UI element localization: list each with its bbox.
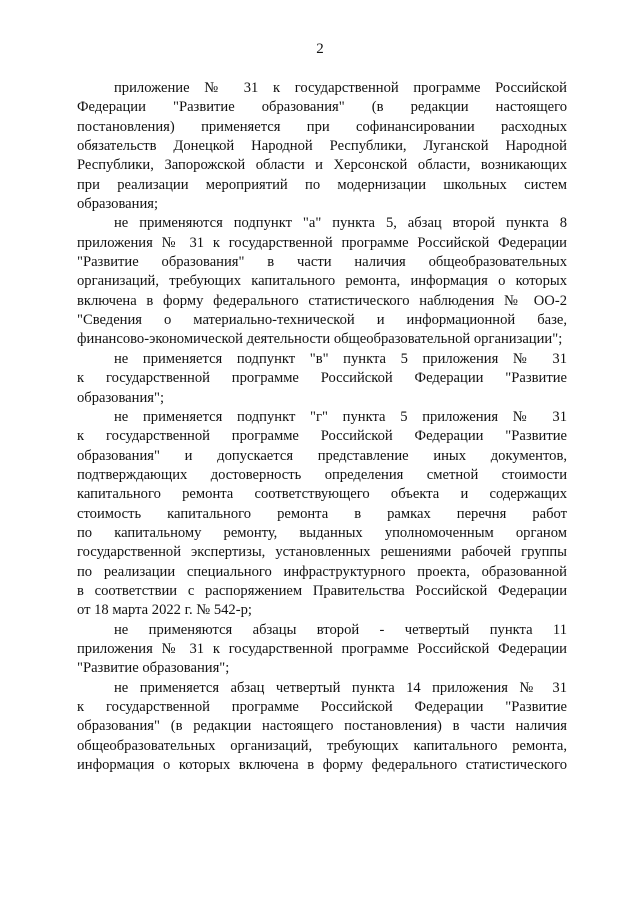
text-line: приложения № 31 к государственной программе Российской Федерации [77,234,567,251]
text-line: "Развитие образования"; [77,660,230,677]
text-line: организаций, требующих капитального ремонта, информация о которых [77,273,567,290]
text-line: информация о которых включена в форму федерального статистического [77,757,567,774]
text-line: не применяется подпункт "г" пункта 5 приложения № 31 [114,408,567,425]
text-line: образования; [77,196,159,213]
text-line: образования" и допускается представление иных документов, [77,447,567,464]
text-line: от 18 марта 2022 г. № 542-р; [77,602,252,619]
text-line: к государственной программе Российской Федерации "Развитие [77,699,567,715]
text-line: к государственной программе Российской Федерации "Развитие [77,370,567,387]
text-line: к государственной программе Российской Федерации "Развитие [77,428,567,445]
text-line: Федерации "Развитие образования" (в редакции настоящего [77,99,567,116]
text-line: не применяется абзац четвертый пункта 14 приложения № 31 [114,679,567,696]
document-body [77,79,567,775]
text-line: обязательств Донецкой Народной Республики, Луганской Народной [77,138,567,155]
text-line: не применяются абзацы второй - четвертый пункта 11 [114,621,567,638]
text-line: по капитальному ремонту, выданных уполномоченным органом [77,524,567,541]
text-line: образования"; [77,389,164,406]
text-line: Республики, Запорожской области и Херсонской области, возникающих [77,157,567,174]
text-line: подтверждающих достоверность определения сметной стоимости [77,466,567,483]
text-line: при реализации мероприятий по модернизации школьных систем [77,176,567,193]
text-line: финансово-экономической деятельности общеобразовательной организации"; [77,331,563,348]
page-number: 2 [316,41,324,57]
text-line: общеобразовательных организаций, требующих капитального ремонта, [77,737,567,754]
text-line: приложения № 31 к государственной программе Российской Федерации [77,640,567,657]
text-line: не применяется подпункт "в" пункта 5 приложения № 31 [114,350,567,367]
text-line: постановления) применяется при софинансировании расходных [77,118,567,135]
text-line: включена в форму федерального статистического наблюдения № ОО-2 [77,292,567,309]
text-line: "Развитие образования" в части наличия общеобразовательных [77,254,567,271]
text-line: государственной экспертизы, установленных решениями рабочей группы [77,544,567,561]
text-line: не применяются подпункт "а" пункта 5, абзац второй пункта 8 [114,215,567,232]
text-line: образования" (в редакции настоящего постановления) в части наличия [77,718,567,735]
text-line: приложение № 31 к государственной программе Российской [114,80,567,96]
text-line: "Сведения о материально-технической и информационной базе, [77,312,567,329]
text-line: по реализации специального инфраструктурного проекта, образованной [77,563,567,580]
text-line: стоимость капитального ремонта в рамках перечня работ [77,505,567,522]
text-line: капитального ремонта соответствующего объекта и содержащих [77,486,567,503]
text-line: в соответствии с распоряжением Правительства Российской Федерации [77,582,567,599]
